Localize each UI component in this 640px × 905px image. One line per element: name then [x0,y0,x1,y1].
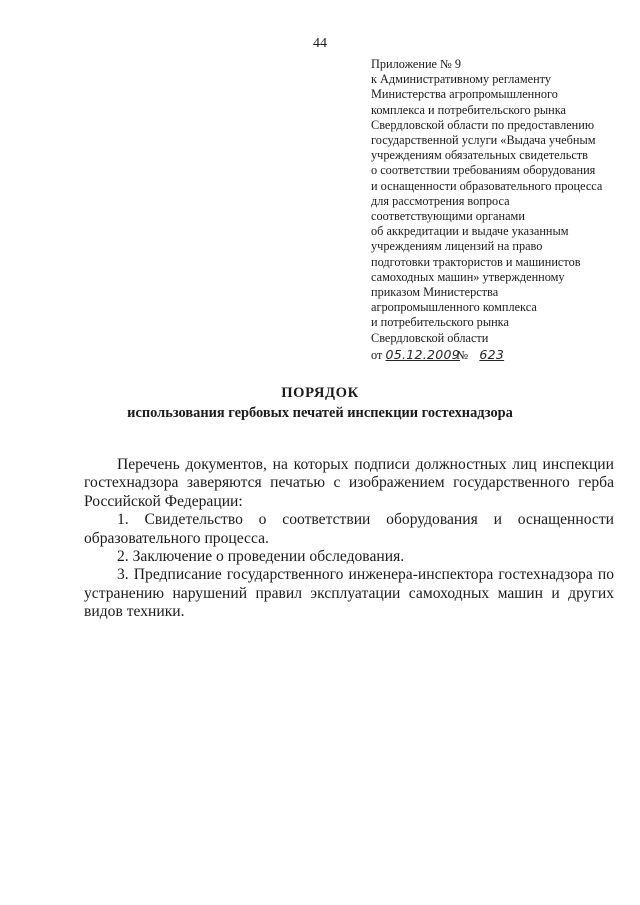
appendix-line: Свердловской области [371,330,489,345]
appendix-line: соответствующими органами [371,209,525,224]
appendix-line: Приложение № 9 [371,57,462,71]
appendix-line: Свердловской области по предоставлению [371,117,595,132]
paragraph-intro: Перечень документов, на которых подписи должностных лиц инспекции гостехнадзора заверяются печатью с изображением государственного герба Российской Федерации: [84,456,614,510]
document-title: ПОРЯДОК [281,385,359,401]
appendix-line: к Административному регламенту [371,72,552,87]
number-sign: № [456,347,469,362]
appendix-line: самоходных машин» утвержденному [371,269,565,284]
appendix-line: Министерства агропромышленного [371,87,558,102]
appendix-line: подготовки трактористов и машинистов [371,254,581,269]
list-item-1: 1. Свидетельство о соответствии оборудования и оснащенности образовательного процесса. [84,511,614,547]
appendix-line: приказом Министерства [371,285,499,300]
appendix-line: о соответствии требованиям оборудования [371,163,596,178]
appendix-line: и потребительского рынка [371,315,509,330]
list-item-2: 2. Заключение о проведении обследования. [117,548,405,566]
appendix-line: и оснащенности образовательного процесса [371,178,603,193]
appendix-line: об аккредитации и выдаче указанным [371,224,569,239]
appendix-line: учреждениям обязательных свидетельств [371,148,588,163]
appendix-date-line [371,347,633,363]
appendix-line: государственной услуги «Выдача учебным [371,133,596,148]
date-prefix: от [371,347,383,362]
appendix-line: комплекса и потребительского рынка [371,102,566,117]
appendix-header [371,57,633,363]
list-item-3: 3. Предписание государственного инженера-инспектора гостехнадзора по устранению нарушений правил эксплуатации самоходных машин и других видов техники. [84,566,614,621]
document-body [84,456,614,622]
appendix-line: агропромышленного комплекса [371,300,537,315]
document-heading [0,385,640,422]
page-number: 44 [313,36,327,51]
document-subtitle: использования гербовых печатей инспекции гостехнадзора [127,405,513,421]
appendix-line: учреждениям лицензий на право [371,239,543,254]
handwritten-number: 623 [479,346,505,362]
appendix-line: для рассмотрения вопроса [371,193,510,208]
handwritten-date: 05.12.2009 [385,346,461,362]
